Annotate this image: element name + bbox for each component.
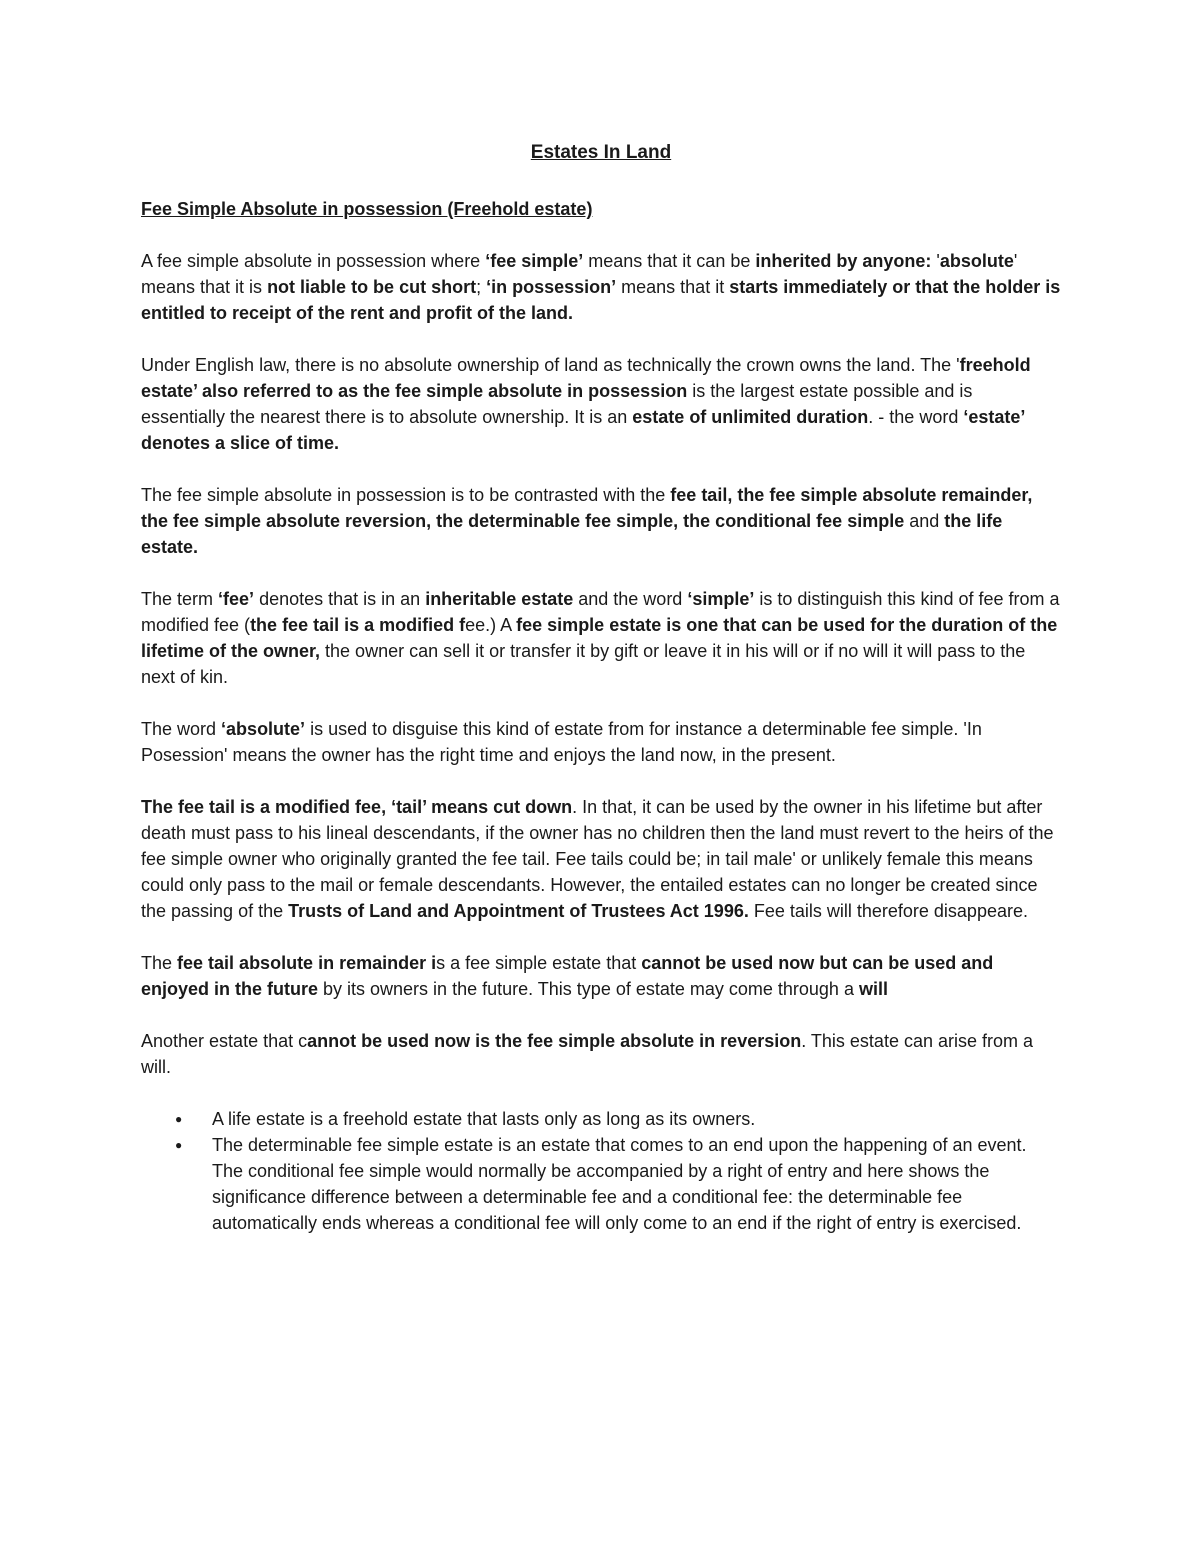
bullet-list xyxy=(141,1106,1061,1236)
bold-text-run: the life estate. xyxy=(141,511,1003,557)
bold-text-run: ‘fee’ xyxy=(218,589,255,609)
bold-text-run: ‘in possession’ xyxy=(486,277,617,297)
bold-text-run: ‘fee simple’ xyxy=(485,251,584,271)
text-run: the owner can sell it or transfer it by gift or leave it in his will or if no will it will pass to the next of kin. xyxy=(141,641,1026,687)
text-run: ' xyxy=(931,251,940,271)
paragraph-fee-tail xyxy=(141,794,1061,924)
text-run: is used to disguise this kind of estate from for instance a determinable fee simple. 'In Posession' means the owner has the right time and enjoys the land now, in the present. xyxy=(141,719,982,765)
text-run: Fee tails will therefore disappeare. xyxy=(748,901,1028,921)
paragraph-contrasted-estates xyxy=(141,482,1061,560)
bold-text-run: not liable to be cut short xyxy=(267,277,477,297)
bold-text-run: cannot be used now but can be used and enjoyed in the future xyxy=(141,953,994,999)
paragraph-word-absolute xyxy=(141,716,1061,768)
bold-text-run: inherited by anyone: xyxy=(755,251,932,271)
text-run: is to distinguish this kind of fee from a modified fee ( xyxy=(141,589,1060,635)
text-run: s a fee simple estate that xyxy=(436,953,642,973)
section-heading: Fee Simple Absolute in possession (Freehold estate) xyxy=(141,199,593,219)
bold-text-run: ‘absolute’ xyxy=(221,719,306,739)
bold-text-run: absolute xyxy=(939,251,1014,271)
text-run: ee.) A xyxy=(465,615,517,635)
bold-text-run: ‘simple’ xyxy=(687,589,755,609)
bold-text-run: inheritable estate xyxy=(425,589,574,609)
text-run: by its owners in the future. This type of estate may come through a xyxy=(318,979,859,999)
text-run: The xyxy=(141,953,178,973)
bold-text-run: the fee tail is a modified f xyxy=(250,615,466,635)
paragraph-term-fee xyxy=(141,586,1061,690)
text-run: is the largest estate possible and is essentially the nearest there is to absolute ownership. It is an xyxy=(141,381,973,427)
paragraph-english-law xyxy=(141,352,1061,456)
bold-text-run: fee tail, the fee simple absolute remainder, the fee simple absolute reversion, the determinable fee simple, the conditional fee simple xyxy=(141,485,1033,531)
bold-text-run: will xyxy=(858,979,888,999)
document-title: Estates In Land xyxy=(530,142,672,163)
text-run: The term xyxy=(141,589,219,609)
text-run: ' means that it is xyxy=(141,251,1018,297)
bullet-item-determinable-fee: ● The determinable fee simple estate is an estate that comes to an end upon the happening of an event. The conditional fee simple would normally be accompanied by a right of entry and here shows the significance difference between a determinable fee and a conditional fee: the determinable fee automatically ends whereas a conditional fee will only come to an end if the right of entry is exercised. xyxy=(141,1132,1061,1236)
bold-text-run: ‘estate’ denotes a slice of time. xyxy=(141,407,1025,453)
text-run: and xyxy=(904,511,945,531)
paragraph-remainder xyxy=(141,950,1061,1002)
text-run: Under English law, there is no absolute ownership of land as technically the crown owns the land. The ' xyxy=(141,355,960,375)
text-run: . This estate can arise from a will. xyxy=(141,1031,1034,1077)
text-run: A fee simple absolute in possession where xyxy=(141,251,486,271)
bold-text-run: fee simple estate is one that can be used for the duration of the lifetime of the owner, xyxy=(141,615,1058,661)
text-run: . - the word xyxy=(868,407,964,427)
bold-text-run: annot be used now is the fee simple absolute in reversion xyxy=(307,1031,802,1051)
text-run: and the word xyxy=(573,589,688,609)
paragraph-reversion xyxy=(141,1028,1061,1080)
bold-text-run: freehold estate’ also referred to as the fee simple absolute in possession xyxy=(141,355,1031,401)
text-run: The word xyxy=(141,719,222,739)
text-run: denotes that is in an xyxy=(254,589,426,609)
bold-text-run: The fee tail is a modified fee, ‘tail’ means cut down xyxy=(141,797,573,817)
bold-text-run: fee tail absolute in remainder i xyxy=(177,953,437,973)
bold-text-run: starts immediately or that the holder is entitled to receipt of the rent and profit of the land. xyxy=(141,277,1061,323)
bullet-item-life-estate: ● A life estate is a freehold estate that lasts only as long as its owners. xyxy=(141,1106,1061,1132)
text-run: The fee simple absolute in possession is to be contrasted with the xyxy=(141,485,671,505)
text-run: . In that, it can be used by the owner in his lifetime but after death must pass to his lineal descendants, if the owner has no children then the land must revert to the heirs of the fee simple owner who originally granted the fee tail. Fee tails could be; in tail male' or unlikely female this means could only pass to the mail or female descendants. However, the entailed estates can no longer be created since the passing of the xyxy=(141,797,1054,921)
text-run: Another estate that c xyxy=(141,1031,308,1051)
text-run: means that it can be xyxy=(583,251,756,271)
bold-text-run: Trusts of Land and Appointment of Trustees Act 1996. xyxy=(288,901,749,921)
text-run: means that it xyxy=(616,277,730,297)
bold-text-run: estate of unlimited duration xyxy=(632,407,869,427)
document-body xyxy=(141,140,1061,1236)
text-run: ; xyxy=(476,277,487,297)
paragraph-fee-simple-definition xyxy=(141,248,1061,326)
